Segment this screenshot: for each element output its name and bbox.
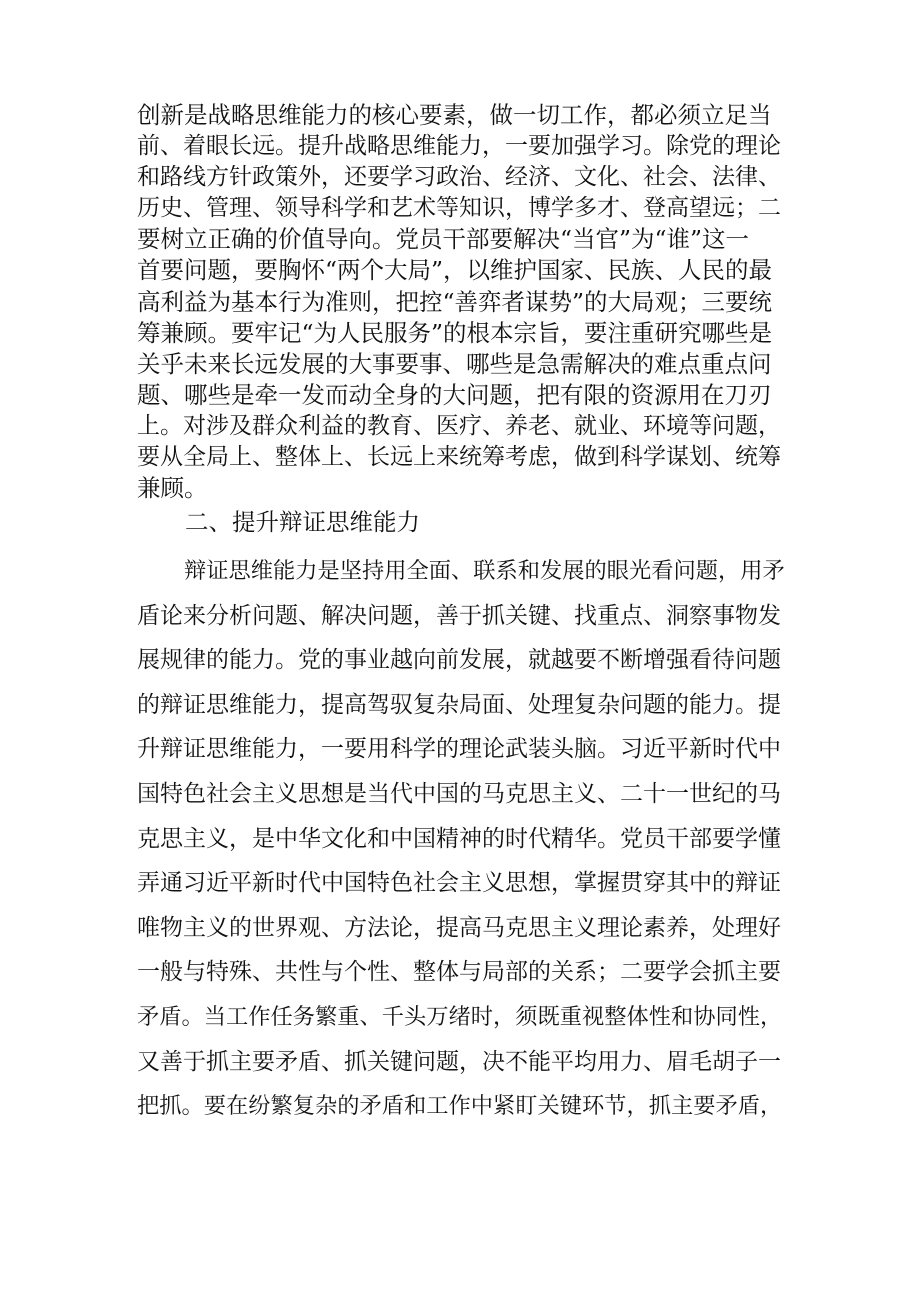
text-line: 首要问题，要胸怀“两个大局”，以维护国家、民族、人民的最 bbox=[137, 256, 773, 285]
text-line: 上。对涉及群众利益的教育、医疗、养老、就业、环境等问题， bbox=[137, 412, 781, 439]
text-line: 弄通习近平新时代中国特色社会主义思想，掌握贯穿其中的辩证 bbox=[137, 870, 781, 897]
paragraph-dialectical-thinking bbox=[137, 549, 787, 1129]
text-line: 前、着眼长远。提升战略思维能力，一要加强学习。除党的理论 bbox=[137, 133, 781, 160]
text-line: 国特色社会主义思想是当代中国的马克思主义、二十一世纪的马 bbox=[137, 780, 781, 807]
text-line: 兼顾。 bbox=[137, 474, 208, 503]
text-line: 的辩证思维能力，提高驾驭复杂局面、处理复杂问题的能力。提 bbox=[137, 691, 781, 718]
text-line: 高利益为基本行为准则，把控“善弈者谋势”的大局观；三要统 bbox=[137, 287, 773, 316]
text-line: 创新是战略思维能力的核心要素，做一切工作，都必须立足当 bbox=[137, 101, 772, 129]
text-line: 矛盾。当工作任务繁重、千头万绪时，须既重视整体性和协同性， bbox=[137, 1003, 783, 1030]
text-line: 要从全局上、整体上、长远上来统筹考虑，做到科学谋划、统筹 bbox=[137, 444, 781, 471]
text-line: 辩证思维能力是坚持用全面、联系和发展的眼光看问题，用矛 bbox=[184, 558, 785, 584]
text-line: 历史、管理、领导科学和艺术等知识，博学多才、登高望远；二 bbox=[137, 195, 781, 222]
text-line: 又善于抓主要矛盾、抓关键问题，决不能平均用力、眉毛胡子一 bbox=[137, 1048, 781, 1075]
text-line: 一般与特殊、共性与个性、整体与局部的关系；二要学会抓主要 bbox=[137, 959, 781, 986]
text-line: 唯物主义的世界观、方法论，提高马克思主义理论素养，处理好 bbox=[137, 914, 781, 941]
text-line: 关乎未来长远发展的大事要事、哪些是急需解决的难点重点问 bbox=[137, 349, 772, 378]
text-line: 克思主义，是中华文化和中国精神的时代精华。党员干部要学懂 bbox=[137, 825, 781, 852]
text-line: 和路线方针政策外，还要学习政治、经济、文化、社会、法律、 bbox=[137, 164, 781, 191]
text-line: 展规律的能力。党的事业越向前发展，就越要不断增强看待问题 bbox=[137, 647, 781, 674]
text-line: 升辩证思维能力，一要用科学的理论武装头脑。习近平新时代中 bbox=[137, 736, 781, 763]
text-line: 要树立正确的价值导向。党员干部要解决“当官”为“谁”这一 bbox=[137, 225, 750, 254]
text-line: 盾论来分析问题、解决问题，善于抓关键、找重点、洞察事物发 bbox=[137, 602, 781, 629]
text-line: 题、哪些是牵一发而动全身的大问题，把有限的资源用在刀刃 bbox=[137, 380, 772, 409]
text-line: 筹兼顾。要牢记“为人民服务”的根本宗旨，要注重研究哪些是 bbox=[137, 318, 773, 347]
paragraph-strategic-thinking bbox=[137, 100, 787, 504]
text-line: 把抓。要在纷繁复杂的矛盾和工作中紧盯关键环节，抓主要矛盾， bbox=[137, 1093, 783, 1120]
section-heading: 二、提升辩证思维能力 bbox=[185, 508, 420, 536]
